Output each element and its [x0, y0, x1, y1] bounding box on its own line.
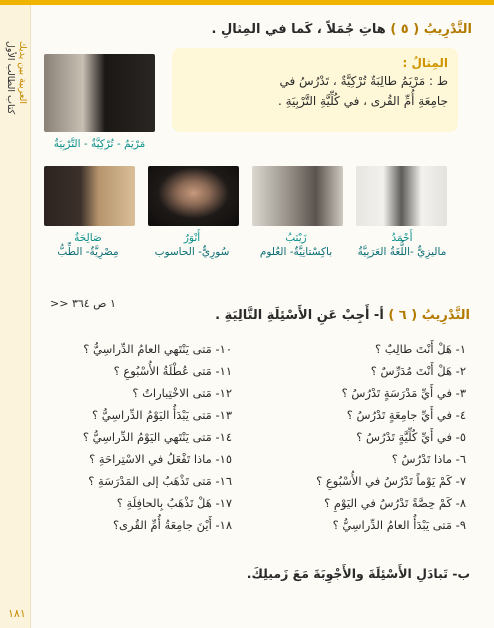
example-label: المِثالُ :	[402, 56, 448, 70]
name-saliha: صَالِحَةُ	[74, 232, 102, 244]
photo-saliha	[44, 166, 135, 226]
caption-anwar	[142, 232, 242, 258]
page-number: ١٨١	[8, 607, 26, 620]
name-anwar: أَنْوَرُ	[183, 232, 201, 244]
question-item: ١١- مَتى عُطْلَةُ الأُسْبُوعِ ؟	[113, 364, 232, 378]
name-ahmad: أَحْمَدُ	[391, 232, 413, 244]
question-item: ١٥- ماذا تَفْعَلُ في الاسْتِراحَةِ ؟	[89, 452, 232, 466]
caption-saliha	[38, 232, 138, 258]
desc-zainab: باكِسْتانِيَّةٌ- العُلوم	[259, 246, 333, 258]
question-item: ١٤- مَتى يَنْتَهي اليَوْمُ الدِّراسِيُّ ؟	[82, 430, 232, 444]
exercise-5-instruction: هاتِ جُمَلاً ، كَما في المِثالِ .	[211, 22, 386, 37]
question-item: ٢- هَلْ أَنْتَ مُدَرِّسٌ ؟	[370, 364, 466, 378]
caption-maryam: مَرْيَمُ - تُرْكِيَّةٌ - التَّرْبِيَةُ	[53, 138, 146, 150]
exercise-5-heading	[211, 22, 472, 37]
page-reference: >> ١ ص ٣٦٤	[50, 297, 116, 310]
caption-zainab	[246, 232, 346, 258]
sidebar-title	[2, 41, 28, 291]
question-item: ٨- كَمْ حِصَّةً تَدْرُسُ في اليَوْمِ ؟	[324, 496, 466, 510]
desc-ahmad: ماليزِيٌّ -اللُّغَةُ العَرَبِيَّةُ	[357, 246, 447, 258]
photo-ahmad	[356, 166, 447, 226]
caption-ahmad	[352, 232, 452, 258]
photo-zainab	[252, 166, 343, 226]
exercise-6-label: التَّدْرِيبُ ( ٦ )	[388, 308, 470, 323]
exercise-6-instruction: أ- أَجِبْ عَنِ الأَسْئِلَةِ التَّالِيَةِ .	[215, 308, 384, 323]
question-item: ٦- ماذا تَدْرُسُ ؟	[391, 452, 466, 466]
question-item: ٤- في أَيِّ جامِعَةٍ تَدْرُسُ ؟	[346, 408, 466, 422]
top-accent-bar	[0, 0, 494, 5]
name-zainab: زَيْنَبُ	[285, 232, 307, 244]
question-item: ٧- كَمْ يَوْماً تَدْرُسُ في الأُسْبُوعِ ؟	[316, 474, 466, 488]
question-item: ١٢- مَتى الاخْتِباراتُ ؟	[132, 386, 232, 400]
question-item: ٩- مَتى يَبْدَأُ العامُ الدِّراسِيُّ ؟	[332, 518, 466, 532]
book-title: كتاب الطالب الأول	[5, 41, 16, 115]
exercise-6-heading	[215, 308, 470, 323]
photo-maryam	[44, 54, 155, 132]
questions-right-column	[256, 338, 466, 536]
example-line-1: ط : مَرْيَمُ طالِبَةٌ تُرْكِيَّةٌ ، تَدْرُسُ في	[279, 74, 448, 88]
question-item: ١٠- مَتى يَنْتَهي العامُ الدِّراسِيُّ ؟	[83, 342, 232, 356]
photo-anwar	[148, 166, 239, 226]
desc-anwar: سُورِيٌّ- الحاسوب	[154, 246, 230, 258]
question-item: ١٨- أَيْنَ جامِعَةُ أُمِّ القُرى؟	[112, 518, 232, 532]
example-line-2: جامِعَةِ أُمِّ القُرى ، في كُلِّيَّةِ التَّرْبِيَةِ .	[277, 94, 448, 108]
series-title: العربية بين يديك	[17, 41, 28, 105]
desc-saliha: مِصْرِيَّةٌ- الطِّبُّ	[57, 246, 119, 258]
question-item: ١٧- هَلْ تَذْهَبُ بِالحافِلَةِ ؟	[116, 496, 232, 510]
question-item: ٥- في أَيِّ كُلِّيَّةٍ تَدْرُسُ ؟	[356, 430, 466, 444]
question-item: ١- هَلْ أَنْتَ طالِبٌ ؟	[375, 342, 466, 356]
task-b-instruction: ب- تَبادَلِ الأَسْئِلَةَ والأَجْوِبَةَ مَعَ زَميلِكَ.	[246, 566, 470, 581]
question-item: ٣- في أَيِّ مَدْرَسَةٍ تَدْرُسُ ؟	[341, 386, 466, 400]
example-box	[172, 48, 458, 132]
exercise-5-label: التَّدْرِيبُ ( ٥ )	[390, 22, 472, 37]
question-item: ١٦- مَتى تَذْهَبُ إلى المَدْرَسَةِ ؟	[88, 474, 232, 488]
question-item: ١٣- مَتى يَبْدَأُ اليَوْمُ الدِّراسِيُّ ؟	[92, 408, 232, 422]
questions-left-column	[22, 338, 232, 536]
